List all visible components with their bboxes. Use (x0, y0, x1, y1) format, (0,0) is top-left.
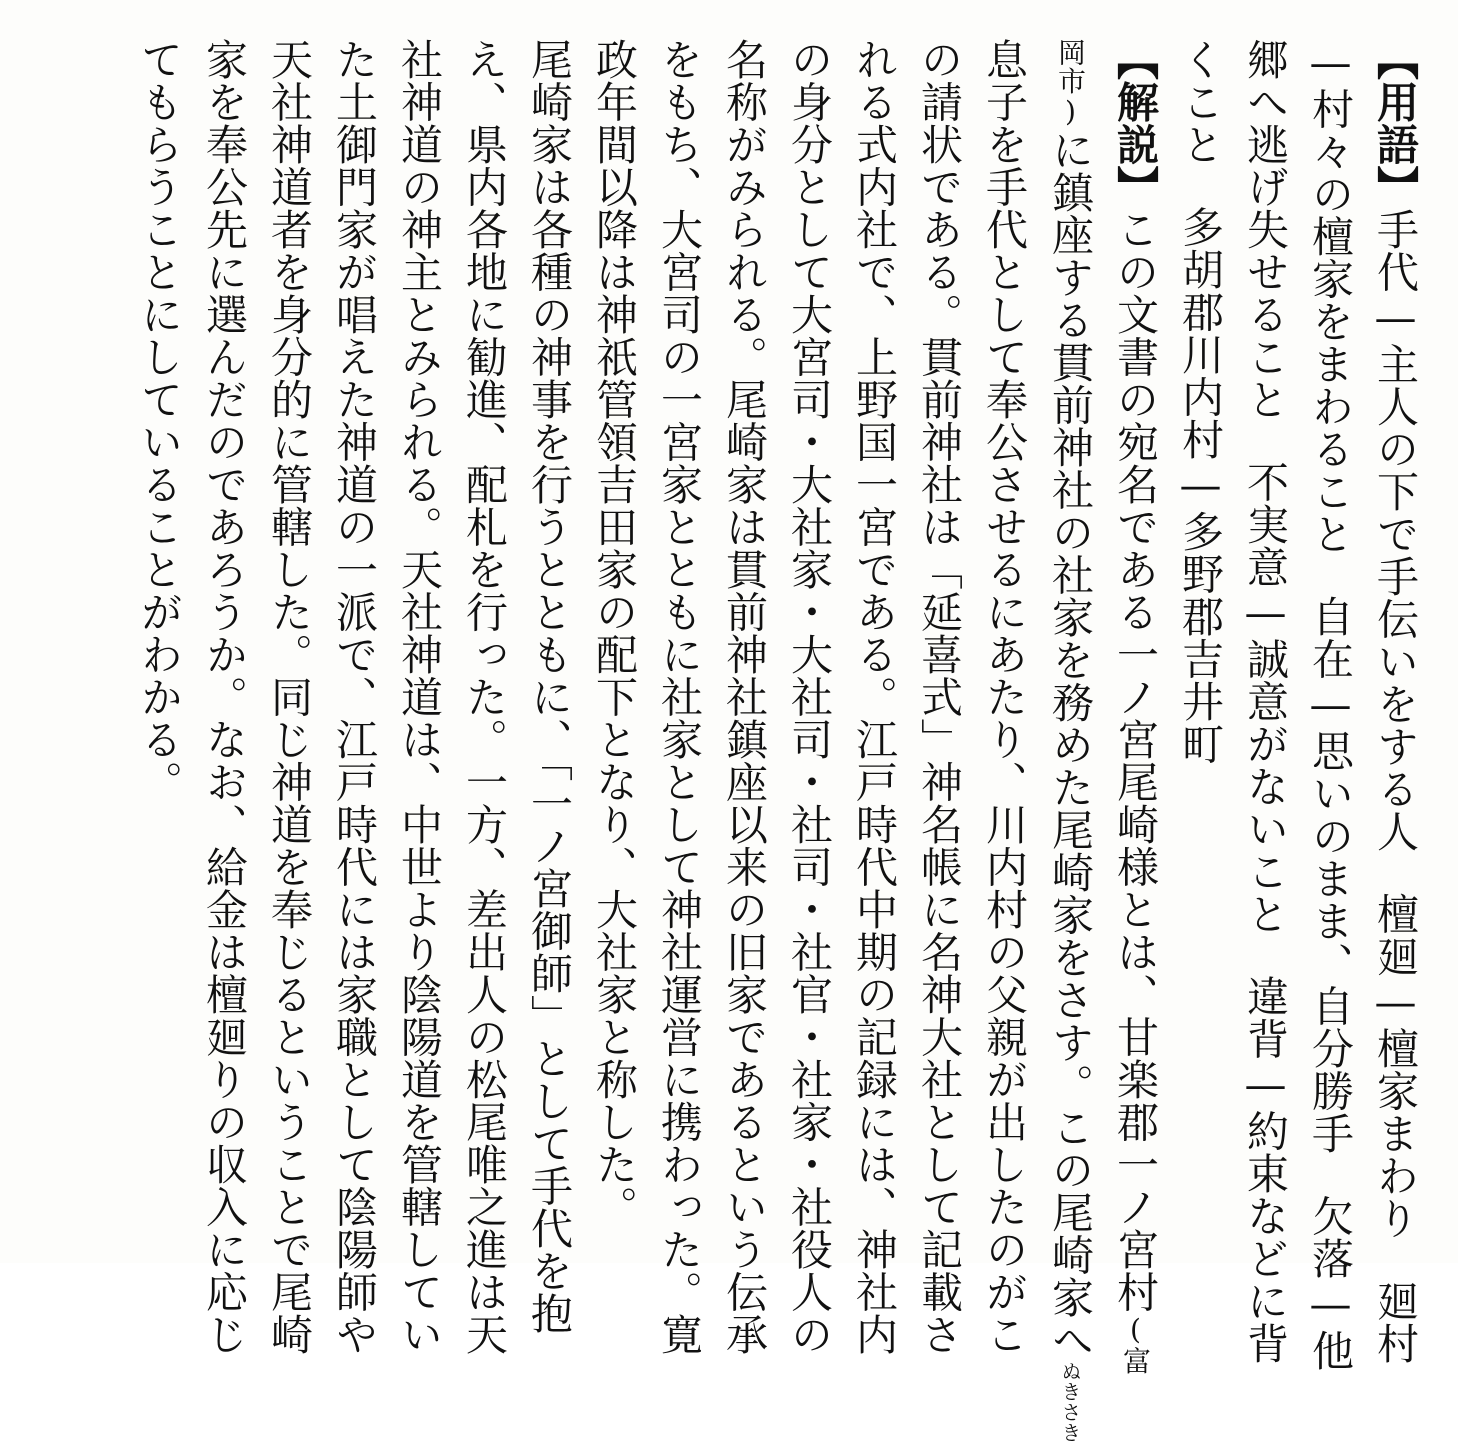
glossary-text: 違背—約束などに背 (1241, 975, 1290, 1365)
commentary-line: れる式内社で、上野国一宮である。江戸時代中期の記録には、神社内 (850, 38, 899, 1356)
ruby-reading: ぬきさき (1058, 1361, 1082, 1443)
commentary-line: の請状である。貫前神社は「延喜式」神名帳に名神大社として記載さ (915, 38, 964, 1356)
commentary-annotation: 岡市) (1054, 38, 1087, 129)
commentary-line: 息子を手代として奉公させるにあたり、川内村の父親が出したのがこ (980, 38, 1029, 1356)
glossary-text: 不実意—誠意がないこと (1241, 460, 1290, 935)
commentary-line: 社神道の神主とみられる。天社神道は、中世より陰陽道を管轄してい (395, 38, 444, 1356)
glossary-line-1 (1363, 38, 1428, 1365)
glossary-text: 多胡郡川内村—多野郡吉井町 (1176, 205, 1225, 765)
commentary-line: た土御門家が唱えた神道の一派で、江戸時代には家職として陰陽師や (330, 38, 379, 1356)
commentary-line: 尾崎家は各種の神事を行うとともに、「一ノ宮御師」として手代を抱 (525, 38, 574, 1335)
glossary-text: くこと (1176, 38, 1225, 166)
commentary-line: 政年間以降は神祇管領吉田家の配下となり、大社家と称した。 (590, 38, 639, 1228)
glossary-line-3 (1233, 38, 1298, 1365)
glossary-text: 廻村 (1371, 1279, 1420, 1365)
commentary-line: をもち、大宮司の一宮家とともに社家として神社運営に携わった。寛 (655, 38, 704, 1356)
glossary-text: 檀廻—檀家まわり (1371, 892, 1420, 1240)
commentary-text: に鎮座する貫前神社の社家を務めた尾崎家をさす。この尾崎家へ (1046, 128, 1095, 1361)
commentary-line: 名称がみられる。尾崎家は貫前神社鎮座以来の旧家であるという伝承 (720, 38, 769, 1356)
glossary-text: 郷へ逃げ失せること (1241, 38, 1290, 421)
commentary-line: の身分として大宮司・大社家・大社司・社司・社官・社家・社役人の (785, 38, 834, 1356)
vertical-text-block (127, 38, 1428, 1443)
commentary-heading: 【解説】 (1111, 38, 1160, 208)
commentary-line: てもらうことにしていることがわかる。 (135, 38, 184, 803)
glossary-heading: 【用語】 (1371, 38, 1420, 208)
commentary-text: この文書の宛名である一ノ宮尾崎様とは、甘楽郡一ノ宮村 (1111, 208, 1160, 1313)
glossary-line-4 (1168, 38, 1233, 1238)
commentary-line: 天社神道者を身分的に管轄した。同じ神道を奉じるということで尾崎 (265, 38, 314, 1356)
commentary-line-1 (1103, 38, 1168, 1375)
glossary-text: 手代—主人の下で手伝いをする人 (1371, 208, 1420, 853)
glossary-line-2 (1298, 38, 1363, 1372)
glossary-text: 自在—思いのまま、自分勝手 (1306, 595, 1355, 1155)
commentary-line-2 (1037, 38, 1103, 1443)
commentary-annotation: (富 (1119, 1313, 1152, 1375)
glossary-text: 欠落—他 (1306, 1194, 1355, 1372)
glossary-text: —村々の檀家をまわること (1306, 38, 1355, 555)
commentary-line: え、県内各地に勧進、配札を行った。一方、差出人の松尾唯之進は天 (460, 38, 509, 1356)
commentary-line: 家を奉公先に選んだのであろうか。なお、給金は檀廻りの収入に応じ (200, 38, 249, 1356)
